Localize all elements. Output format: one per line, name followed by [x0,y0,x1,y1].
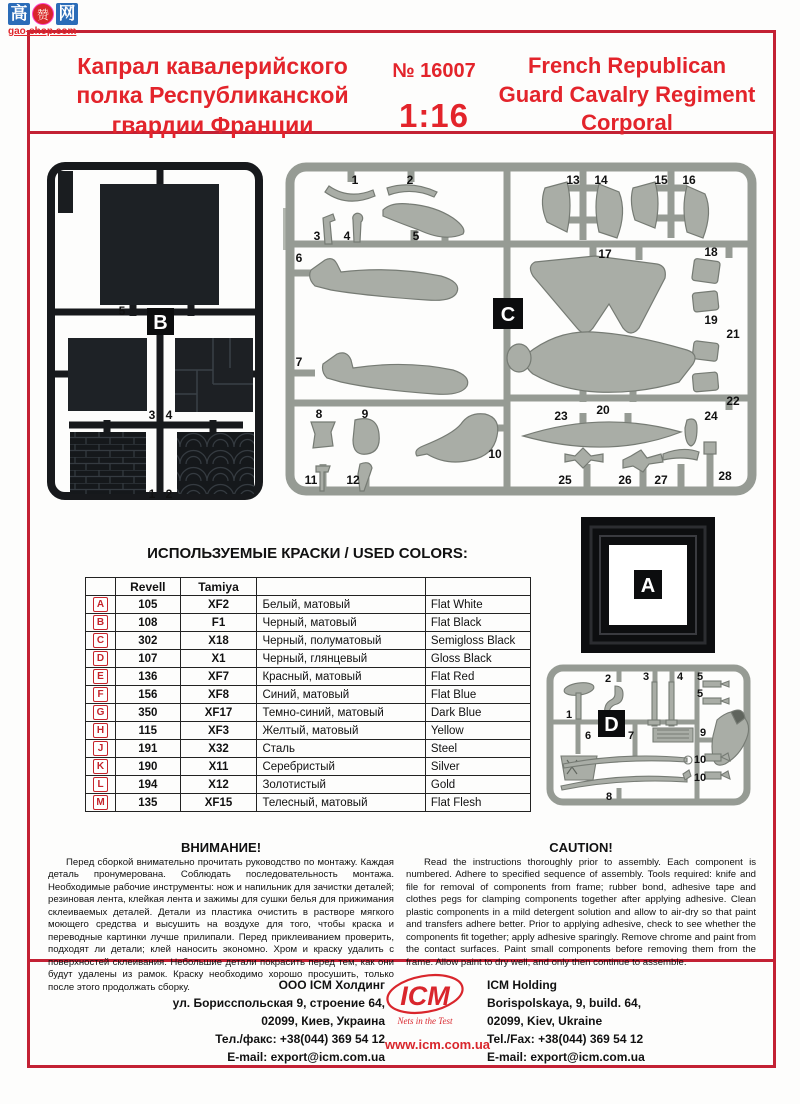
used-colors-heading: ИСПОЛЬЗУЕМЫЕ КРАСКИ / USED COLORS: [147,545,468,562]
color-name-ru: Серебристый [257,758,425,776]
sprue-b-mold-tab [58,171,73,213]
part-d4-rod [666,682,677,726]
sprue-b-diagram [45,158,265,503]
part-number: 5 [412,229,420,243]
attention-body: Перед сборкой внимательно прочитать руководство по монтажу. Каждая деталь пронумерована. Соблюдать последовательность монтажа. Необходимые рабочие инструменты: нож и напильник для зачистки деталей; резиновая лента, клейкая лента и зажимы для сушки белья для прижимания склеиваемых деталей. Детали из пластика очистить в растворе мягкого моющего средства и высушить на воздухе для того, чтобы краска и переводные картинки лучше прилипали. Перед приклеиванием проверить, подходят ли детали; клей наносить экономно. Хром и краску удалить с поверхностей склеивания. Небольшие детали покрасить перед тем, как они будут удалены из рамок. Краску необходимо хорошо просушить, только после этого продолжать сборку. [48,857,394,993]
used-colors-table [85,577,531,812]
caution-heading: CAUTION! [549,840,613,855]
color-row [86,686,531,704]
color-name-ru: Черный, матовый [257,614,425,632]
part-number: 28 [718,469,732,483]
part-c24-grenade [685,419,697,446]
color-name-ru: Синий, матовый [257,686,425,704]
revell-code: 190 [116,758,181,776]
revell-code: 115 [116,722,181,740]
revell-code: 194 [116,776,181,794]
tamiya-code: XF2 [180,596,257,614]
color-name-en: Semigloss Black [425,632,530,650]
kit-number-block [378,60,490,135]
footer-ru-line: ул. Борисcпольская 9, строение 64, [172,996,385,1010]
part-number: 4 [165,408,173,422]
part-number: 2 [165,487,173,501]
color-name-ru: Золотистый [257,776,425,794]
part-number: 23 [554,409,568,423]
part-number: 6 [295,251,303,265]
part-number: 3 [313,229,321,243]
part-number: 14 [594,173,608,187]
color-letter-badge: G [93,705,108,720]
color-name-ru: Телесный, матовый [257,794,425,812]
part-c20-jacket [525,332,695,392]
part-number: 5 [696,688,704,700]
part-number: 1 [565,709,573,721]
caution-body: Read the instructions thoroughly prior to assembly. Each component is numbered. Adhere to specified sequence of assembly. Tools required: knife and file for removal of components from frame; rubber bond, adhesive tape and clothes pegs for clamping components together after applying adhesive. Clean plastic components in a mild detergent solution and allow to air-dry so that paint and transfers adhere better. Prior to applying adhesive, check to see whether the components fit together; apply adhesive sparingly. Remove chrome and paint from the contact surfaces. Paint small components before removing them from the frame. Allow paint to dry well, and only then continue to assemble. [406,857,756,968]
footer-ru-line: Тел./факс: +38(044) 369 54 12 [215,1032,385,1046]
part-c27-strap [663,449,699,460]
tamiya-code: XF3 [180,722,257,740]
part-number: 26 [618,473,632,487]
part-c4-post [353,213,363,242]
icm-logo-text: ICM [400,981,450,1011]
color-letter-badge: A [93,597,108,612]
part-c23-saddle-blanket [523,422,681,447]
part-number: 3 [642,671,650,683]
icm-website-url: www.icm.com.ua [385,1037,490,1052]
part-d3-rod [648,682,660,726]
part-c9-head [353,419,379,455]
tamiya-code: X12 [180,776,257,794]
color-name-en: Steel [425,740,530,758]
color-letter-badge: B [93,615,108,630]
part-number: 7 [295,355,303,369]
caution-section [406,840,756,969]
watermark-char-1: 高 [8,3,30,25]
sprue-c-parts [310,182,721,491]
footer-ru-line: ООО ICM Холдинг [278,978,385,992]
part-c19-cuff [692,291,719,313]
color-row [86,776,531,794]
col-name-en [425,578,530,596]
part-c21-cuff [692,341,719,362]
part-number: 10 [693,772,707,784]
footer-ru-line: E-mail: export@icm.com.ua [227,1050,385,1064]
watermark-badge-icon: 赞 [32,3,54,25]
part-c8-collar [311,422,335,448]
part-number: 18 [704,245,718,259]
part-c13-saddle-flap [542,182,570,232]
color-name-en: Flat Flesh [425,794,530,812]
color-letter-badge: F [93,687,108,702]
color-name-en: Silver [425,758,530,776]
color-row [86,596,531,614]
part-b2-cobble-panel [177,432,254,494]
color-name-en: Flat Black [425,614,530,632]
part-d5-screw-bottom [703,698,729,704]
part-c28-buckle [704,442,716,454]
part-c1-strap [325,186,375,201]
part-b1-brick-panel [70,432,146,494]
tamiya-code: X32 [180,740,257,758]
revell-code: 191 [116,740,181,758]
sprue-d-diagram [545,660,760,810]
part-c17-breeches [530,256,665,333]
color-name-en: Flat White [425,596,530,614]
color-row [86,614,531,632]
part-c26-hilt [623,450,663,472]
col-tamiya: Tamiya [180,578,257,596]
color-letter-badge: E [93,669,108,684]
kit-number: № 16007 [392,60,476,82]
footer-en-line: E-mail: export@icm.com.ua [487,1050,645,1064]
color-row [86,668,531,686]
color-name-en: Dark Blue [425,704,530,722]
tamiya-code: XF17 [180,704,257,722]
part-number: 10 [693,754,707,766]
color-row [86,632,531,650]
part-number: 25 [558,473,572,487]
part-c3-post [323,214,335,244]
sprue-c-label: C [500,304,516,326]
part-number: 8 [605,791,613,803]
part-a-label: A [640,575,656,597]
part-d10-fitting-bottom [705,771,730,779]
part-number: 1 [351,173,359,187]
part-number: 2 [406,173,414,187]
part-number: 8 [315,407,323,421]
footer-en-line: Borispolskaya, 9, build. 64, [487,996,642,1010]
col-name-ru [257,578,425,596]
part-c25-hilt [565,448,603,468]
color-name-ru: Черный, полуматовый [257,632,425,650]
color-name-ru: Белый, матовый [257,596,425,614]
part-number: 27 [654,473,668,487]
color-row [86,758,531,776]
part-number: 15 [654,173,668,187]
color-name-en: Flat Blue [425,686,530,704]
part-a-diagram [578,512,718,658]
part-number: 4 [343,229,351,243]
revell-code: 108 [116,614,181,632]
part-number: 5 [696,671,704,683]
color-name-en: Flat Red [425,668,530,686]
color-name-ru: Желтый, матовый [257,722,425,740]
icm-logo-slogan: Nets in the Test [397,1016,453,1026]
part-number: 10 [488,447,502,461]
part-number: 24 [704,409,718,423]
color-letter-badge: L [93,777,108,792]
color-name-en: Gold [425,776,530,794]
tamiya-code: F1 [180,614,257,632]
color-letter-badge: D [93,651,108,666]
color-letter-badge: M [93,795,108,810]
kit-title-english: French Republican Guard Cavalry Regiment Corporal [498,53,756,136]
part-c18-cuff [692,258,721,283]
watermark [8,3,78,37]
part-c6-leg [310,259,458,301]
part-number: 1 [148,487,156,501]
icm-logo [385,972,465,1030]
part-number: 4 [676,671,684,683]
part-number: 20 [596,403,610,417]
part-number: 21 [726,327,740,341]
sprue-c-diagram [283,158,761,500]
part-b5-base-panel [100,184,219,305]
part-c16-saddle-flap [684,186,709,238]
table-header-row [86,578,531,596]
footer-address-english [487,976,767,1066]
footer-address-russian [55,976,385,1066]
part-c20-shoulder [507,344,531,372]
color-name-ru: Темно-синий, матовый [257,704,425,722]
color-name-ru: Красный, матовый [257,668,425,686]
part-number: 17 [598,247,612,261]
part-d5-screw-top [703,681,729,687]
part-number: 7 [627,730,635,742]
color-row [86,740,531,758]
part-b4-stone-panel [175,338,253,412]
revell-code: 136 [116,668,181,686]
part-c10-arm [416,414,498,462]
revell-code: 302 [116,632,181,650]
part-c15-saddle-flap [631,182,658,228]
part-number: 16 [682,173,696,187]
footer-ru-line: 02099, Киев, Украина [261,1014,385,1028]
color-row [86,794,531,812]
color-letter-badge: H [93,723,108,738]
tamiya-code: X1 [180,650,257,668]
part-number: 11 [304,473,318,487]
tamiya-code: X11 [180,758,257,776]
watermark-char-2: 网 [56,3,78,25]
watermark-domain: gao-shop.com [8,26,77,37]
part-d7-belt-plate [653,728,693,742]
part-number: 6 [584,730,592,742]
color-row [86,722,531,740]
color-name-en: Gloss Black [425,650,530,668]
part-number: 19 [704,313,718,327]
col-letter [86,578,116,596]
part-d10-fitting-top [705,753,730,761]
kit-title-russian: Капрал кавалерийского полка Республиканской гвардии Франции [76,53,349,138]
tamiya-code: XF7 [180,668,257,686]
color-letter-badge: C [93,633,108,648]
color-letter-badge: K [93,759,108,774]
part-number: 5 [118,304,126,318]
part-c22-cuff [692,372,718,392]
part-number: 9 [699,727,707,739]
col-revell: Revell [116,578,181,596]
sprue-b-label: B [153,312,168,334]
revell-code: 135 [116,794,181,812]
color-name-ru: Черный, глянцевый [257,650,425,668]
sprue-d-label: D [604,714,619,736]
tamiya-code: XF15 [180,794,257,812]
icm-logo-block [385,972,490,1052]
footer-en-line: ICM Holding [487,978,557,992]
part-number: 3 [148,408,156,422]
part-number: 13 [566,173,580,187]
part-number: 9 [361,407,369,421]
part-b3-panel [68,338,147,411]
tamiya-code: X18 [180,632,257,650]
footer-en-line: 02099, Kiev, Ukraine [487,1014,603,1028]
part-number: 12 [346,473,360,487]
revell-code: 350 [116,704,181,722]
color-name-en: Yellow [425,722,530,740]
revell-code: 156 [116,686,181,704]
colors-table-body [86,596,531,812]
color-row [86,704,531,722]
color-name-ru: Сталь [257,740,425,758]
color-letter-badge: J [93,741,108,756]
attention-section [48,840,394,994]
attention-heading: ВНИМАНИЕ! [180,840,262,855]
part-c14-saddle-flap [596,184,623,238]
part-c7-leg [323,353,468,394]
color-row [86,650,531,668]
part-c5-arm [383,204,464,238]
kit-scale: 1:16 [398,97,470,134]
part-number: 2 [604,673,612,685]
part-number: 22 [726,394,740,408]
revell-code: 105 [116,596,181,614]
tamiya-code: XF8 [180,686,257,704]
revell-code: 107 [116,650,181,668]
footer-en-line: Tel./Fax: +38(044) 369 54 12 [487,1032,644,1046]
